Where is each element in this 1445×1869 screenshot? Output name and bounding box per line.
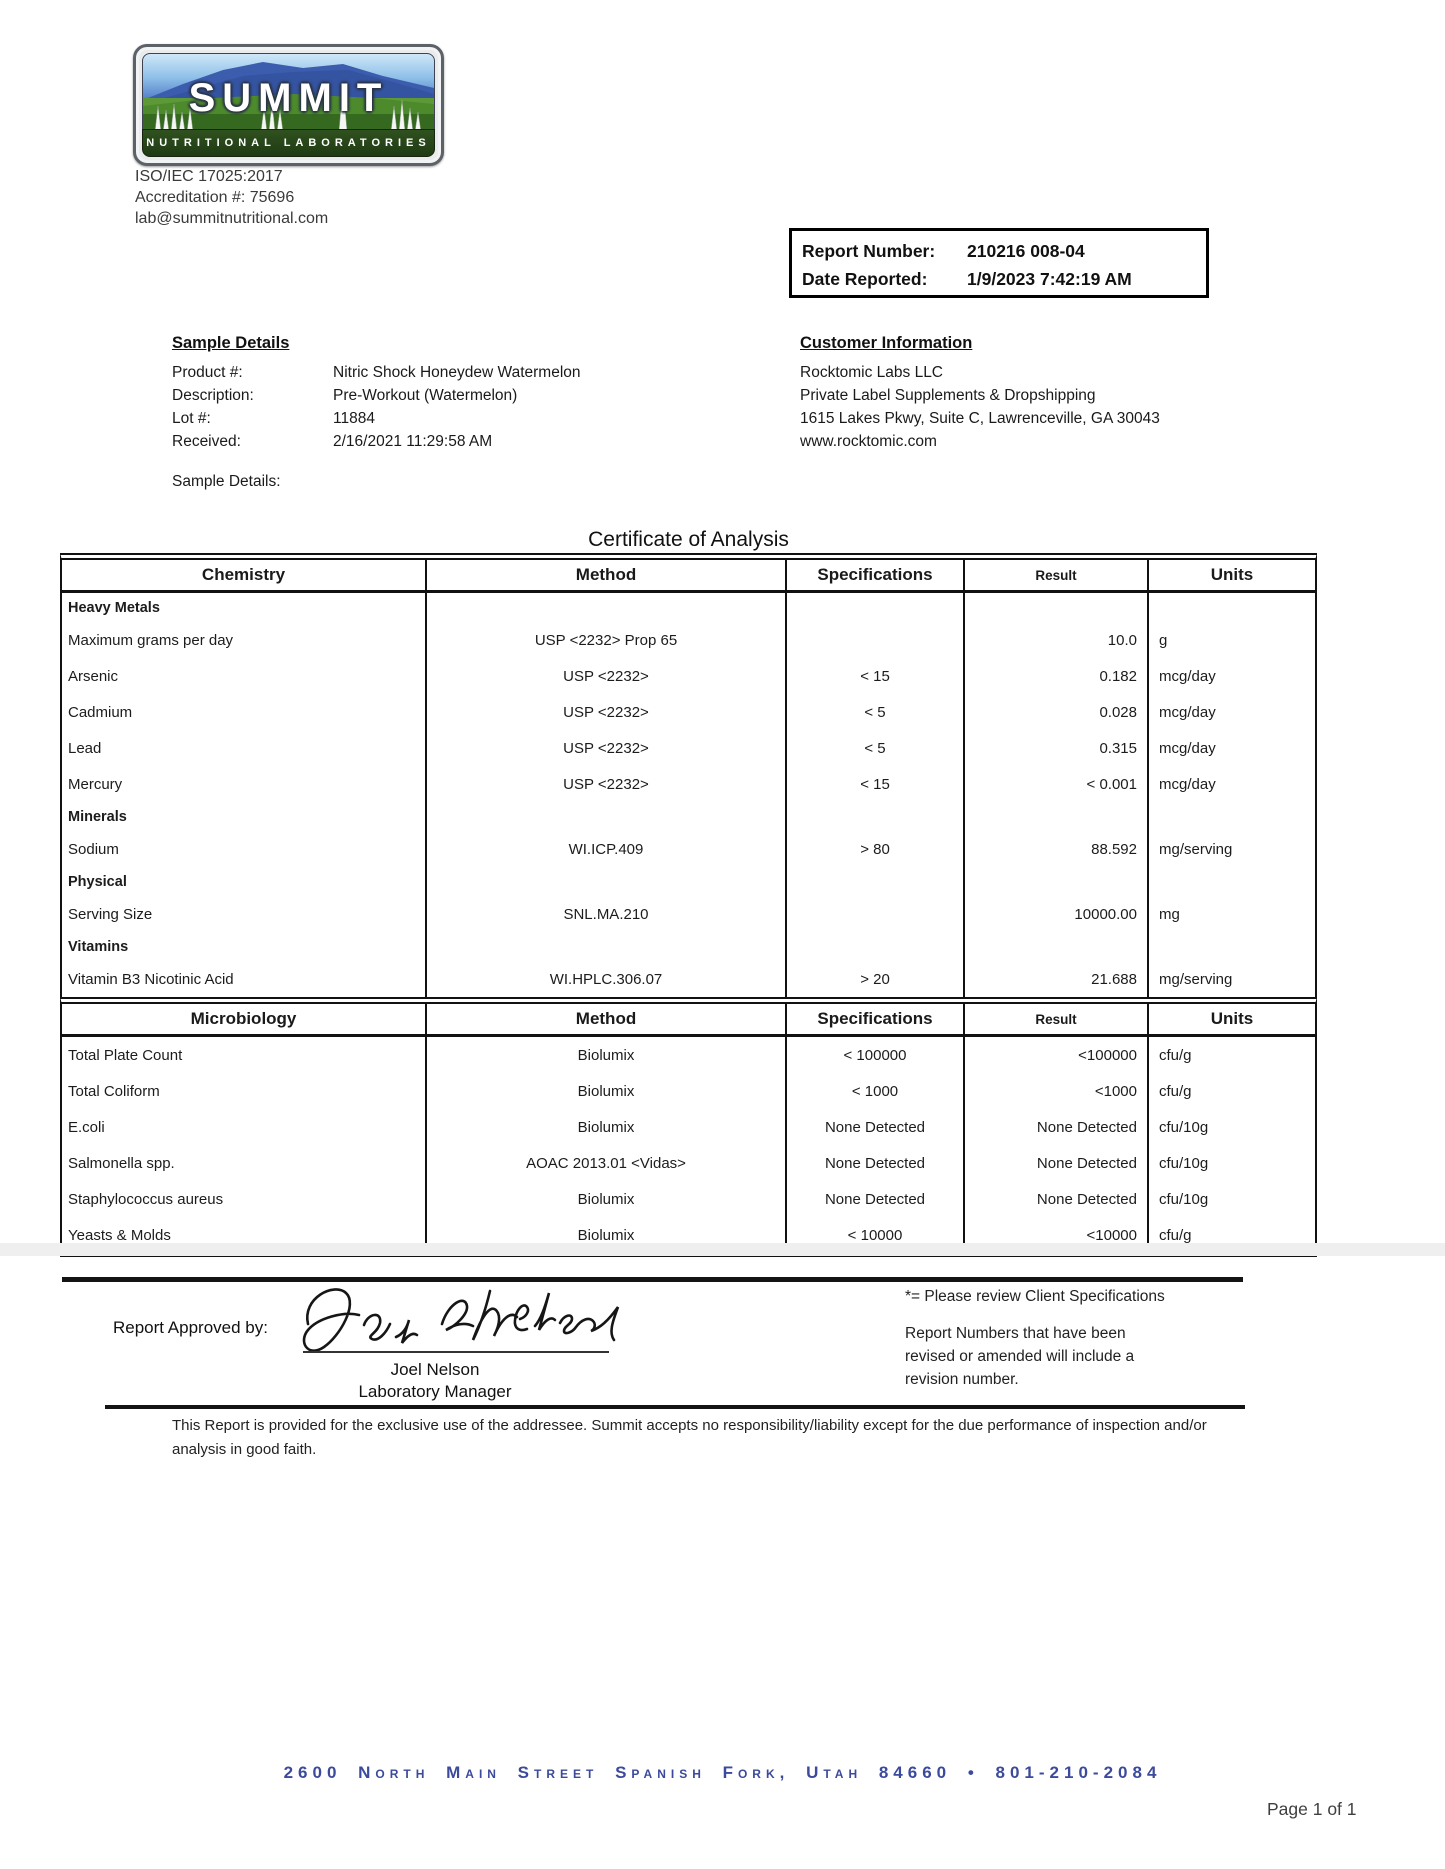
units-cell [1149,802,1315,831]
method-cell [427,593,787,622]
method-cell [427,932,787,961]
method-cell: Biolumix [427,1217,787,1253]
units-cell: mg/serving [1159,970,1233,988]
client-spec-note: *= Please review Client Specifications [905,1288,1165,1305]
result-cell [965,867,1149,896]
header-method: Method [427,560,787,590]
revision-note: Report Numbers that have been revised or amended will include a revision number. [905,1325,1135,1388]
report-number-row [802,237,1196,265]
result-cell [965,802,1149,831]
certificate-title: Certificate of Analysis [588,528,789,551]
result-cell: 0.315 [965,730,1149,766]
date-reported-value: 1/9/2023 7:42:19 AM [967,268,1132,289]
spec-cell: < 5 [787,730,965,766]
header-method: Method [427,1004,787,1034]
result-cell: 10000.00 [965,896,1149,932]
table-row [62,622,1315,658]
result-cell: 21.688 [965,961,1149,997]
lab-email: lab@summitnutritional.com [135,210,329,227]
chemistry-table-body [62,593,1315,997]
units-cell: cfu/10g [1159,1190,1209,1208]
table-row [62,1181,1315,1217]
spec-cell: < 100000 [787,1037,965,1073]
table-row [62,766,1315,802]
method-cell: Biolumix [427,1109,787,1145]
units-cell: mg [1159,905,1180,923]
result-cell: None Detected [965,1145,1149,1181]
spec-cell [787,593,965,622]
table-row [62,896,1315,932]
customer-information-line: 1615 Lakes Pkwy, Suite C, Lawrenceville, GA 30043 [800,410,1160,427]
sample-detail-label: Product #: [172,364,243,381]
sample-detail-value: 2/16/2021 11:29:58 AM [333,433,493,450]
result-cell: 0.182 [965,658,1149,694]
result-cell: 88.592 [965,831,1149,867]
method-cell [427,802,787,831]
units-cell: mg/serving [1159,840,1233,858]
spec-cell [787,622,965,658]
table-row [62,1109,1315,1145]
accreditation-line: Accreditation #: 75696 [135,189,295,206]
analyte-cell: Yeasts & Molds [62,1217,427,1253]
analyte-cell: Mercury [62,766,427,802]
result-cell [965,932,1149,961]
table-section-row [62,932,1315,961]
header-specifications: Specifications [787,1004,965,1034]
header-result: Result [965,560,1149,590]
spec-cell: < 15 [787,658,965,694]
units-cell: mcg/day [1159,703,1216,721]
spec-cell [787,867,965,896]
method-cell: USP <2232> [427,766,787,802]
report-number-value: 210216 008-04 [967,240,1085,261]
method-cell: WI.HPLC.306.07 [427,961,787,997]
signature-line [303,1351,609,1353]
scan-artifact-stripe [0,1243,1445,1256]
spec-cell: < 1000 [787,1073,965,1109]
spec-cell: > 20 [787,961,965,997]
sample-details-rows [172,361,581,453]
customer-information-lines [800,361,1160,453]
header-result: Result [965,1004,1149,1034]
spec-cell: < 15 [787,766,965,802]
analyte-cell: Vitamin B3 Nicotinic Acid [62,961,427,997]
analyte-cell: Maximum grams per day [62,622,427,658]
sample-detail-row [172,361,581,384]
sample-detail-value: Nitric Shock Honeydew Watermelon [333,364,581,381]
table-section-row [62,802,1315,831]
header-units: Units [1210,565,1254,584]
analyte-cell: Staphylococcus aureus [62,1181,427,1217]
spec-cell [787,896,965,932]
microbiology-table-body [62,1037,1315,1253]
spec-cell: None Detected [787,1109,965,1145]
units-cell [1149,867,1315,896]
table-section-row [62,593,1315,622]
result-cell: None Detected [965,1181,1149,1217]
analyte-cell: Total Plate Count [62,1037,427,1073]
result-cell [965,593,1149,622]
customer-information-heading: Customer Information [800,334,973,352]
analyte-cell: Heavy Metals [62,593,427,622]
method-cell: WI.ICP.409 [427,831,787,867]
microbiology-table [60,997,1317,1257]
analyte-cell: Cadmium [62,694,427,730]
report-approved-by-label: Report Approved by: [113,1318,268,1337]
customer-information-line: Rocktomic Labs LLC [800,364,944,381]
analyte-cell: Arsenic [62,658,427,694]
chemistry-table-header [62,560,1315,593]
units-cell: mcg/day [1159,667,1216,685]
sample-detail-label: Lot #: [172,410,211,427]
lab-address-footer: 2600 North Main Street Spanish Fork, Utah 84660 • 801-210-2084 [283,1763,1162,1782]
spec-cell: > 80 [787,831,965,867]
table-row [62,831,1315,867]
separator-rule-top [62,1277,1243,1282]
result-cell: 10.0 [965,622,1149,658]
logo-mountain-scene [142,53,435,133]
signer-title: Laboratory Manager [358,1382,512,1401]
method-cell: USP <2232> [427,658,787,694]
result-cell: <100000 [965,1037,1149,1073]
table-row [62,694,1315,730]
date-reported-label: Date Reported: [802,268,928,289]
analyte-cell: Total Coliform [62,1073,427,1109]
result-cell: < 0.001 [965,766,1149,802]
method-cell: AOAC 2013.01 <Vidas> [427,1145,787,1181]
sample-detail-label: Description: [172,387,254,404]
analyte-cell: Lead [62,730,427,766]
table-row [62,658,1315,694]
sample-detail-label: Received: [172,433,241,450]
sample-detail-row [172,407,581,430]
units-cell: cfu/g [1159,1082,1192,1100]
accreditation-block [135,166,328,229]
logo-tagline-band [142,129,435,157]
sample-detail-value: Pre-Workout (Watermelon) [333,387,518,404]
table-row [62,730,1315,766]
result-cell: <10000 [965,1217,1149,1253]
result-cell: <1000 [965,1073,1149,1109]
spec-cell [787,802,965,831]
logo-brand-text: SUMMIT [188,76,389,120]
spec-cell: None Detected [787,1181,965,1217]
analyte-cell: E.coli [62,1109,427,1145]
summit-logo [133,44,444,166]
header-units: Units [1210,1009,1254,1028]
units-cell: cfu/g [1159,1046,1192,1064]
report-number-label: Report Number: [802,240,936,261]
customer-information-line: Private Label Supplements & Dropshipping [800,387,1096,404]
analyte-cell: Serving Size [62,896,427,932]
logo-tagline-text: NUTRITIONAL LABORATORIES [146,137,431,149]
analyte-cell: Sodium [62,831,427,867]
units-cell: g [1159,631,1168,649]
spec-cell: < 5 [787,694,965,730]
sample-details-section [172,334,581,453]
separator-rule-bottom [105,1405,1245,1409]
units-cell: cfu/g [1159,1226,1192,1244]
units-cell: cfu/10g [1159,1154,1209,1172]
page-number: Page 1 of 1 [1267,1799,1357,1819]
sample-detail-row [172,430,581,453]
table-row [62,1073,1315,1109]
method-cell: Biolumix [427,1037,787,1073]
disclaimer-text: This Report is provided for the exclusive use of the addressee. Summit accepts no responsibility/liability except for the due performance of inspection and/or analysis in good faith. [172,1417,1207,1458]
analyte-cell: Vitamins [62,932,427,961]
header-specifications: Specifications [787,560,965,590]
header-microbiology: Microbiology [62,1004,427,1034]
date-reported-row [802,265,1196,293]
table-section-row [62,867,1315,896]
spec-cell: None Detected [787,1145,965,1181]
header-chemistry: Chemistry [62,560,427,590]
method-cell: USP <2232> Prop 65 [427,622,787,658]
report-info-box [789,228,1209,298]
method-cell: SNL.MA.210 [427,896,787,932]
method-cell: USP <2232> [427,730,787,766]
method-cell: Biolumix [427,1181,787,1217]
units-cell: mcg/day [1159,739,1216,757]
chemistry-table [60,553,1317,1001]
customer-information-line: www.rocktomic.com [800,433,937,450]
spec-cell: < 10000 [787,1217,965,1253]
method-cell [427,867,787,896]
analyte-cell: Minerals [62,802,427,831]
microbiology-table-header [62,1004,1315,1037]
sample-details-extra-label: Sample Details: [172,473,281,490]
result-cell: None Detected [965,1109,1149,1145]
analyte-cell: Physical [62,867,427,896]
result-cell: 0.028 [965,694,1149,730]
analyte-cell: Salmonella spp. [62,1145,427,1181]
sample-details-heading: Sample Details [172,334,290,352]
sample-detail-value: 11884 [333,410,375,427]
method-cell: USP <2232> [427,694,787,730]
spec-cell [787,932,965,961]
units-cell [1149,932,1315,961]
iso-line: ISO/IEC 17025:2017 [135,168,283,185]
signer-name: Joel Nelson [390,1360,480,1379]
units-cell: cfu/10g [1159,1118,1209,1136]
table-row [62,1145,1315,1181]
table-row [62,961,1315,997]
units-cell: mcg/day [1159,775,1216,793]
method-cell: Biolumix [427,1073,787,1109]
sample-detail-row [172,384,581,407]
units-cell [1149,593,1315,622]
customer-information-section [800,334,1160,453]
table-row [62,1037,1315,1073]
